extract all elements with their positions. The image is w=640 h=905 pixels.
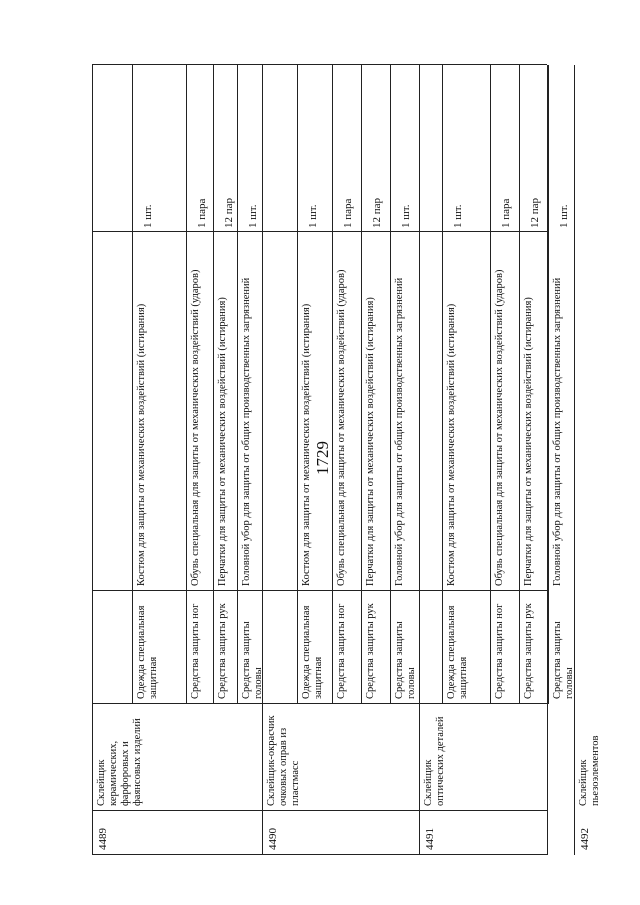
cell-num: 4491 xyxy=(424,828,436,850)
row-rule xyxy=(390,65,391,704)
cell-num: 4490 xyxy=(267,828,279,850)
cell-norm: Головной убор для защиты от общих производственных загрязнений xyxy=(552,277,563,586)
column-rule xyxy=(92,854,547,855)
cell-item: Средства защиты головы xyxy=(394,621,417,699)
row-rule xyxy=(490,65,491,704)
row-rule xyxy=(332,65,333,704)
page-number: 1729 xyxy=(313,441,332,475)
cell-qty: 1 шт. xyxy=(142,204,154,228)
ppe-norms-table xyxy=(92,65,601,855)
row-rule xyxy=(548,65,549,704)
cell-norm: Обувь специальная для защиты от механических воздействий (ударов) xyxy=(336,269,347,586)
row-rule xyxy=(519,65,520,704)
cell-norm: Перчатки для защиты от механических воздействий (истирания) xyxy=(523,297,534,586)
cell-item: Одежда специальная защитная xyxy=(301,605,324,699)
cell-norm: Перчатки для защиты от механических воздействий (истирания) xyxy=(365,297,376,586)
row-rule xyxy=(132,65,133,704)
column-rule xyxy=(92,231,547,232)
cell-qty: 1 пара xyxy=(500,198,512,228)
cell-qty: 1 шт. xyxy=(307,204,319,228)
cell-item: Средства защиты ног xyxy=(494,603,505,699)
cell-qty: 1 шт. xyxy=(558,204,570,228)
cell-num: 4489 xyxy=(97,828,109,850)
column-rule xyxy=(92,810,547,811)
row-rule xyxy=(213,65,214,704)
cell-profession: Склейщик-окрасчик очковых оправ из пластмасс xyxy=(266,715,301,806)
cell-qty: 1 шт. xyxy=(247,204,259,228)
cell-norm: Обувь специальная для защиты от механических воздействий (ударов) xyxy=(190,269,201,586)
cell-qty: 1 шт. xyxy=(400,204,412,228)
ppe-norms-table-body xyxy=(92,65,601,855)
column-rule xyxy=(92,703,547,704)
cell-norm: Костюм для защиты от механических воздействий (истирания) xyxy=(136,303,147,586)
row-rule xyxy=(419,65,420,855)
row-rule xyxy=(92,65,93,855)
cell-qty: 1 пара xyxy=(342,198,354,228)
cell-profession: Склейщик оптических деталей xyxy=(423,716,446,806)
cell-norm: Костюм для защиты от механических воздействий (истирания) xyxy=(301,303,312,586)
cell-num: 4492 xyxy=(579,828,591,850)
cell-item: Средства защиты рук xyxy=(217,603,228,699)
cell-norm: Головной убор для защиты от общих производственных загрязнений xyxy=(394,277,405,586)
column-rule xyxy=(92,590,547,591)
cell-item: Одежда специальная защитная xyxy=(446,605,469,699)
row-rule xyxy=(262,65,263,855)
row-rule xyxy=(361,65,362,704)
cell-profession: Склейщик пьезоэлементов xyxy=(578,735,601,806)
cell-norm: Костюм для защиты от механических воздействий (истирания) xyxy=(446,303,457,586)
cell-norm: Головной убор для защиты от общих производственных загрязнений xyxy=(241,277,252,586)
cell-item: Средства защиты рук xyxy=(523,603,534,699)
row-rule xyxy=(237,65,238,704)
row-rule xyxy=(297,65,298,704)
cell-qty: 12 пар xyxy=(371,197,383,228)
cell-item: Средства защиты ног xyxy=(336,603,347,699)
cell-item: Одежда специальная защитная xyxy=(136,605,159,699)
cell-qty: 1 шт. xyxy=(452,204,464,228)
row-rule xyxy=(574,65,575,855)
row-rule xyxy=(186,65,187,704)
cell-item: Средства защиты рук xyxy=(365,603,376,699)
cell-qty: 1 пара xyxy=(196,198,208,228)
column-rule xyxy=(92,64,547,65)
row-rule xyxy=(442,65,443,704)
cell-profession: Склейщик керамических, фарфоровых и фаянсовых изделий xyxy=(96,718,143,806)
cell-norm: Перчатки для защиты от механических воздействий (истирания) xyxy=(217,297,228,586)
cell-item: Средства защиты головы xyxy=(241,621,264,699)
cell-item: Средства защиты головы xyxy=(552,621,575,699)
cell-item: Средства защиты ног xyxy=(190,603,201,699)
cell-qty: 12 пар xyxy=(529,197,541,228)
cell-norm: Обувь специальная для защиты от механических воздействий (ударов) xyxy=(494,269,505,586)
cell-qty: 12 пар xyxy=(223,197,235,228)
